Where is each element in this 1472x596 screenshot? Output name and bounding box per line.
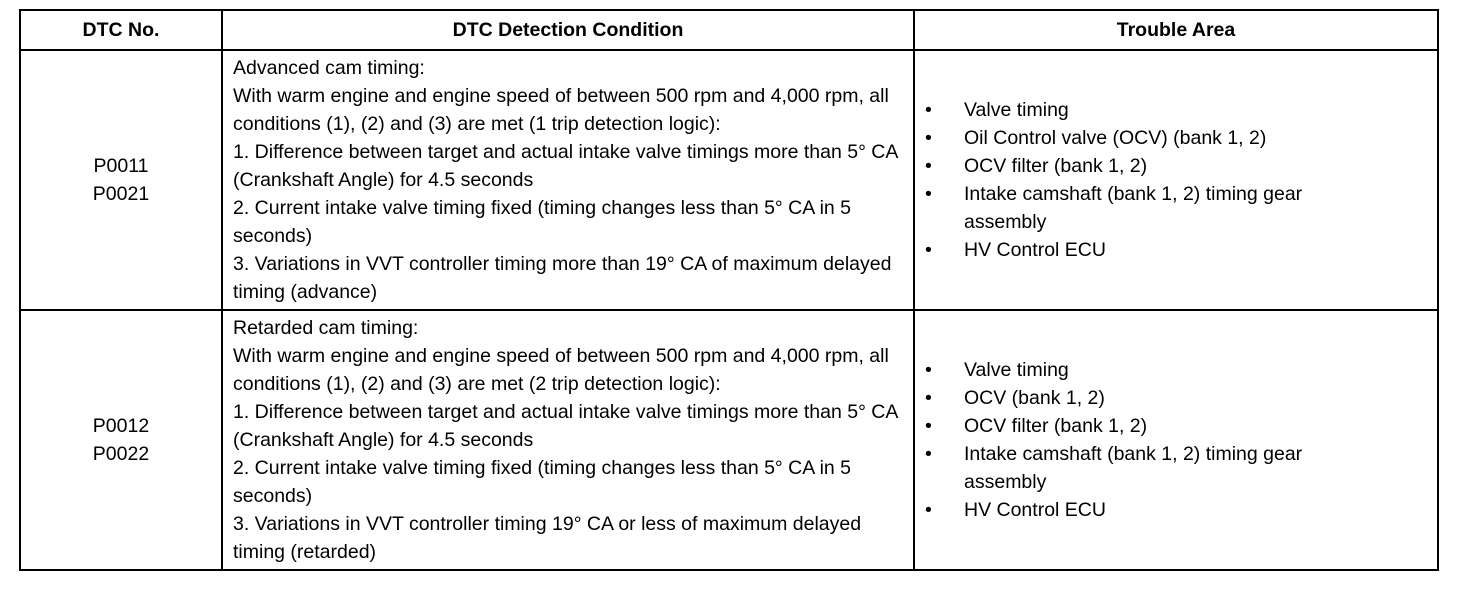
list-item [925, 356, 1427, 384]
bullet-icon: • [925, 127, 932, 149]
list-item [925, 236, 1427, 264]
list-item [925, 440, 1427, 496]
trouble-area-list [925, 96, 1427, 264]
list-item [925, 384, 1427, 412]
header-trouble-area: Trouble Area [914, 10, 1438, 50]
trouble-area-item: OCV filter (bank 1, 2) [964, 415, 1148, 437]
trouble-area-item: HV Control ECU [964, 499, 1106, 521]
condition-line: With warm engine and engine speed of between 500 rpm and 4,000 rpm, all conditions (1), (2) and (3) are met (1 trip detection logic): [233, 85, 889, 135]
condition-line: Advanced cam timing: [233, 57, 425, 79]
list-item [925, 152, 1427, 180]
dtc-code-cell [20, 310, 222, 570]
bullet-icon: • [925, 415, 932, 437]
trouble-area-item: Intake camshaft (bank 1, 2) timing gear assembly [964, 443, 1303, 493]
table-row [20, 50, 1438, 310]
trouble-area-item: OCV (bank 1, 2) [964, 387, 1105, 409]
condition-line: With warm engine and engine speed of between 500 rpm and 4,000 rpm, all conditions (1), (2) and (3) are met (2 trip detection logic): [233, 345, 889, 395]
list-item [925, 96, 1427, 124]
trouble-area-item: Oil Control valve (OCV) (bank 1, 2) [964, 127, 1267, 149]
condition-line: 3. Variations in VVT controller timing more than 19° CA of maximum delayed timing (advance) [233, 253, 892, 303]
condition-line: Retarded cam timing: [233, 317, 419, 339]
condition-line: 2. Current intake valve timing fixed (timing changes less than 5° CA in 5 seconds) [233, 457, 852, 507]
bullet-icon: • [925, 183, 932, 205]
list-item [925, 124, 1427, 152]
list-item [925, 496, 1427, 524]
bullet-icon: • [925, 155, 932, 177]
condition-line: 1. Difference between target and actual intake valve timings more than 5° CA (Crankshaft Angle) for 4.5 seconds [233, 141, 898, 191]
dtc-code-cell [20, 50, 222, 310]
bullet-icon: • [925, 387, 932, 409]
dtc-code: P0022 [92, 443, 150, 465]
trouble-area-item: Valve timing [964, 359, 1069, 381]
trouble-area-item: Intake camshaft (bank 1, 2) timing gear assembly [964, 183, 1303, 233]
trouble-area-item: OCV filter (bank 1, 2) [964, 155, 1148, 177]
condition-line: 2. Current intake valve timing fixed (timing changes less than 5° CA in 5 seconds) [233, 197, 852, 247]
trouble-area-cell [914, 50, 1438, 310]
list-item [925, 180, 1427, 236]
list-item [925, 412, 1427, 440]
bullet-icon: • [925, 499, 932, 521]
dtc-code: P0021 [92, 183, 150, 205]
bullet-icon: • [925, 239, 932, 261]
bullet-icon: • [925, 99, 932, 121]
condition-line: 3. Variations in VVT controller timing 19° CA or less of maximum delayed timing (retarded) [233, 513, 862, 563]
header-detection-condition: DTC Detection Condition [222, 10, 914, 50]
trouble-area-item: HV Control ECU [964, 239, 1106, 261]
trouble-area-item: Valve timing [964, 99, 1069, 121]
dtc-code: P0012 [92, 415, 150, 437]
header-dtc-no: DTC No. [20, 10, 222, 50]
trouble-area-cell [914, 310, 1438, 570]
condition-line: 1. Difference between target and actual intake valve timings more than 5° CA (Crankshaft Angle) for 4.5 seconds [233, 401, 898, 451]
detection-condition-cell [222, 50, 914, 310]
detection-condition-cell [222, 310, 914, 570]
bullet-icon: • [925, 359, 932, 381]
bullet-icon: • [925, 443, 932, 465]
header-row [20, 10, 1438, 50]
dtc-table [19, 9, 1439, 571]
trouble-area-list [925, 356, 1427, 524]
table-row [20, 310, 1438, 570]
dtc-code: P0011 [93, 155, 149, 177]
